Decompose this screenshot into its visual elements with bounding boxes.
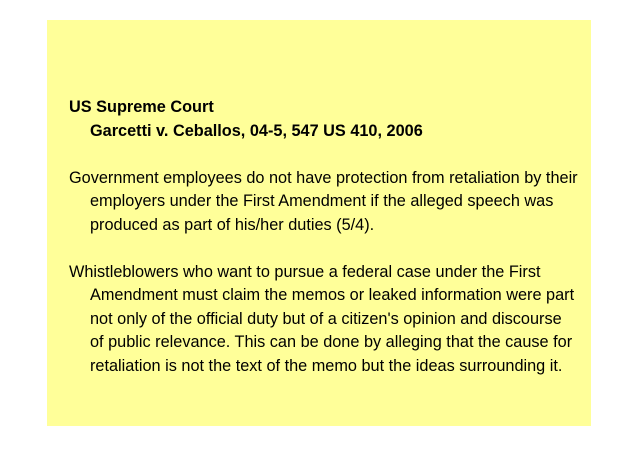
- slide-panel: [47, 20, 591, 426]
- paragraph-whistleblowers: Whistleblowers who want to pursue a federal case under the First Amendment must claim the memos or leaked information were part not only of the official duty but of a citizen's opinion and discourse of public relevance. This can be done by alleging that the cause for retaliation is not the text of the memo but the ideas surrounding it.: [69, 262, 575, 375]
- heading-case: Garcetti v. Ceballos, 04-5, 547 US 410, 2006: [90, 121, 423, 140]
- heading-court: US Supreme Court: [69, 98, 214, 116]
- paragraph-government-employees: Government employees do not have protection from retaliation by their employers under the First Amendment if the alleged speech was produced as part of his/her duties (5/4).: [69, 168, 578, 234]
- slide-content: [69, 96, 579, 378]
- spacer: [69, 237, 579, 261]
- spacer: [69, 143, 579, 167]
